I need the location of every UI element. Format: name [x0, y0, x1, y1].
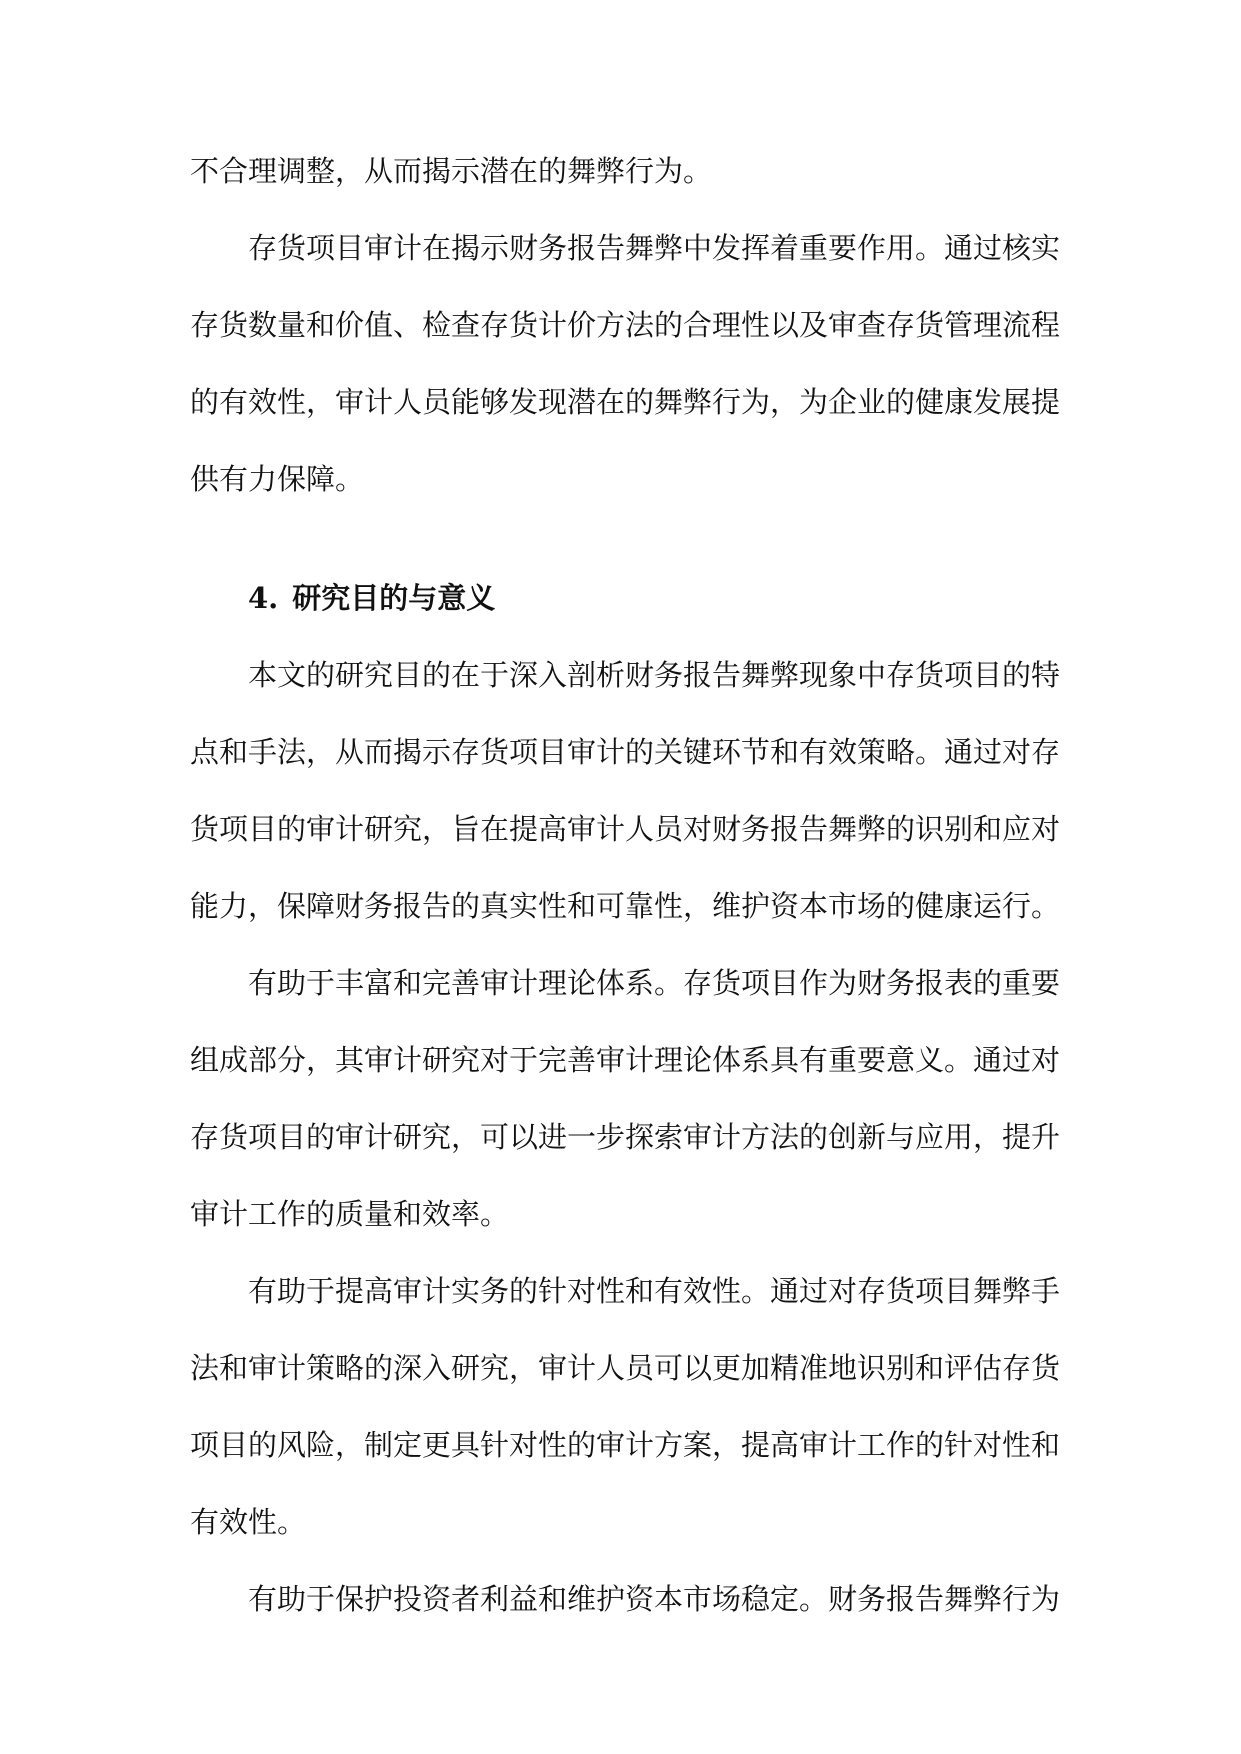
section-number: 4.	[248, 581, 279, 615]
section-title: 研究目的与意义	[292, 581, 496, 615]
paragraph-inventory-audit-role: 存货项目审计在揭示财务报告舞弊中发挥着重要作用。通过核实存货数量和价值、检查存货计价方法的合理性以及审查存货管理流程的有效性，审计人员能够发现潜在的舞弊行为，为企业的健康发展提供有力保障。	[190, 231, 1061, 496]
paragraph-continuation: 不合理调整，从而揭示潜在的舞弊行为。	[190, 154, 713, 188]
paragraph-investor-protection: 有助于保护投资者利益和维护资本市场稳定。财务报告舞弊行为	[248, 1582, 1061, 1616]
document-body	[190, 133, 1060, 1638]
paragraph-practice-significance: 有助于提高审计实务的针对性和有效性。通过对存货项目舞弊手法和审计策略的深入研究，审计人员可以更加精准地识别和评估存货项目的风险，制定更具针对性的审计方案，提高审计工作的针对性和有效性。	[190, 1274, 1061, 1539]
section-heading	[190, 560, 1060, 637]
paragraph-theory-significance: 有助于丰富和完善审计理论体系。存货项目作为财务报表的重要组成部分，其审计研究对于完善审计理论体系具有重要意义。通过对存货项目的审计研究，可以进一步探索审计方法的创新与应用，提升审计工作的质量和效率。	[190, 966, 1061, 1231]
paragraph-research-purpose: 本文的研究目的在于深入剖析财务报告舞弊现象中存货项目的特点和手法，从而揭示存货项目审计的关键环节和有效策略。通过对存货项目的审计研究，旨在提高审计人员对财务报告舞弊的识别和应对能力，保障财务报告的真实性和可靠性，维护资本市场的健康运行。	[190, 658, 1061, 923]
